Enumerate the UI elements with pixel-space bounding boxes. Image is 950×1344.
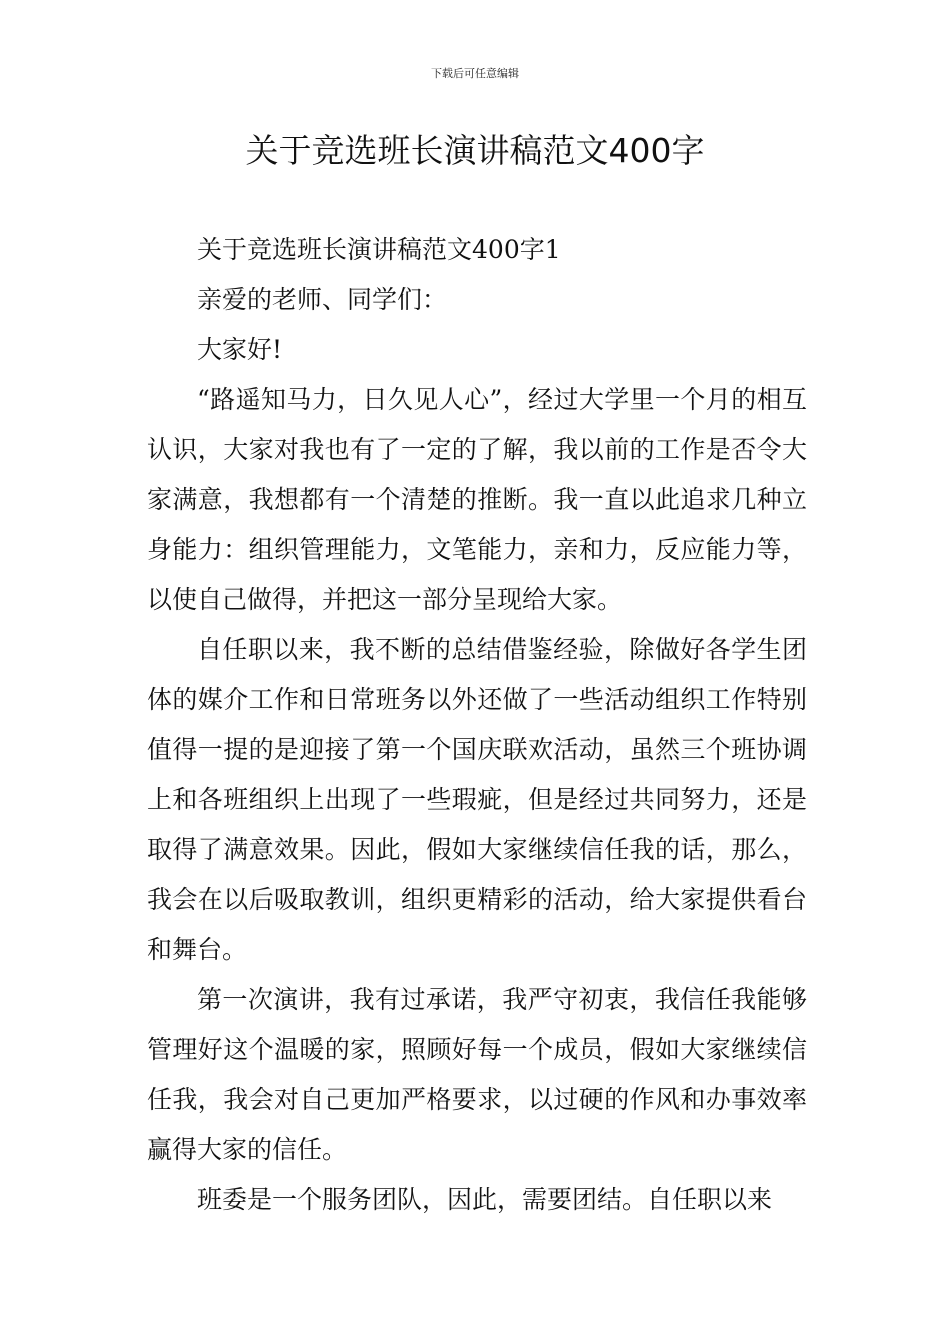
header-note: 下载后可任意编辑 <box>431 67 519 80</box>
document-body <box>147 225 807 1225</box>
paragraph-salutation: 亲爱的老师、同学们： <box>197 285 448 314</box>
paragraph: 自任职以来，我不断的总结借鉴经验，除做好各学生团体的媒介工作和日常班务以外还做了一些活动组织工作特别值得一提的是迎接了第一个国庆联欢活动，虽然三个班协调上和各班组织上出现了一些瑕疵，但是经过共同努力，还是取得了满意效果。因此，假如大家继续信任我的话，那么，我会在以后吸取教训，组织更精彩的活动，给大家提供看台和舞台。 <box>147 635 807 964</box>
paragraph: “路遥知马力，日久见人心”，经过大学里一个月的相互认识，大家对我也有了一定的了解，我以前的工作是否令大家满意，我想都有一个清楚的推断。我一直以此追求几种立身能力：组织管理能力，文笔能力，亲和力，反应能力等，以使自己做得，并把这一部分呈现给大家。 <box>147 385 807 614</box>
paragraph: 第一次演讲，我有过承诺，我严守初衷，我信任我能够管理好这个温暖的家，照顾好每一个成员，假如大家继续信任我，我会对自己更加严格要求，以过硬的作风和办事效率赢得大家的信任。 <box>147 985 807 1164</box>
paragraph-greeting: 大家好! <box>197 335 283 364</box>
document-title: 关于竞选班长演讲稿范文400字 <box>245 131 705 170</box>
paragraph: 班委是一个服务团队，因此，需要团结。自任职以来 <box>197 1185 773 1214</box>
paragraph-subtitle: 关于竞选班长演讲稿范文400字1 <box>197 235 561 264</box>
